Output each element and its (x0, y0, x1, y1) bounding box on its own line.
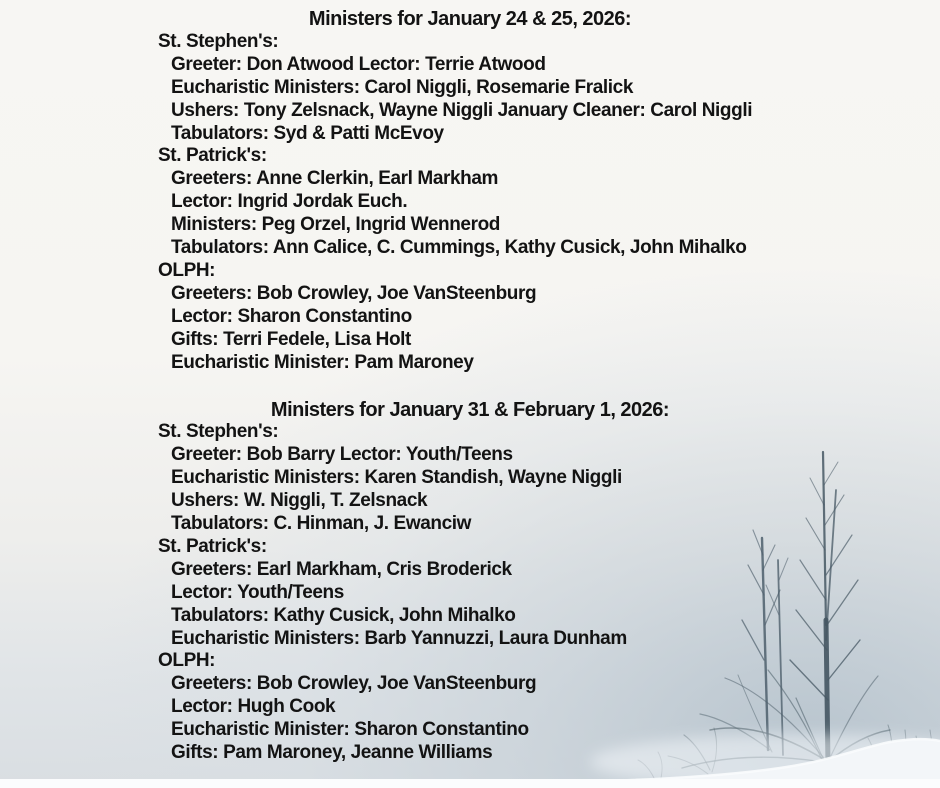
ministry-line: Ushers: Tony Zelsnack, Wayne Niggli January Cleaner: Carol Niggli (171, 99, 753, 121)
schedule-section-jan24-25 (0, 8, 940, 375)
ministry-line: Greeter: Bob Barry Lector: Youth/Teens (171, 444, 513, 466)
ministry-line: Greeter: Don Atwood Lector: Terrie Atwood (171, 53, 546, 75)
church-name: OLPH: (158, 259, 216, 281)
ministry-line: Greeters: Bob Crowley, Joe VanSteenburg (171, 673, 537, 695)
section-title: Ministers for January 31 & February 1, 2026: (270, 398, 670, 421)
schedule-section-jan31-feb1 (0, 399, 940, 766)
bottom-border (0, 779, 940, 788)
section-gap (0, 375, 940, 399)
ministry-line: Tabulators: Kathy Cusick, John Mihalko (171, 604, 516, 626)
ministry-line: Eucharistic Ministers: Karen Standish, Wayne Niggli (171, 467, 622, 489)
section-title: Ministers for January 24 & 25, 2026: (308, 8, 632, 30)
church-name: St. Stephen's: (158, 30, 279, 52)
ministry-line: Lector: Sharon Constantino (171, 305, 412, 327)
ministry-line: Greeters: Anne Clerkin, Earl Markham (171, 168, 499, 190)
church-name: St. Patrick's: (158, 145, 267, 167)
ministry-line: Eucharistic Ministers: Barb Yannuzzi, Laura Dunham (171, 627, 627, 649)
ministry-line: Gifts: Pam Maroney, Jeanne Williams (171, 742, 493, 764)
ministry-line: Eucharistic Minister: Sharon Constantino (171, 719, 529, 741)
ministry-line: Lector: Hugh Cook (171, 696, 336, 718)
ministry-line: Eucharistic Ministers: Carol Niggli, Rosemarie Fralick (171, 76, 634, 98)
ministry-line: Greeters: Bob Crowley, Joe VanSteenburg (171, 282, 537, 304)
ministry-line: Ushers: W. Niggli, T. Zelsnack (171, 490, 428, 512)
ministry-line: Lector: Youth/Teens (171, 581, 344, 603)
church-name: St. Stephen's: (158, 421, 279, 443)
church-name: OLPH: (158, 650, 216, 672)
ministry-line: Eucharistic Minister: Pam Maroney (171, 351, 474, 373)
ministry-line: Lector: Ingrid Jordak Euch. (171, 191, 408, 213)
ministry-line: Ministers: Peg Orzel, Ingrid Wennerod (171, 214, 501, 236)
ministry-line: Tabulators: Syd & Patti McEvoy (171, 122, 444, 144)
ministry-line: Tabulators: C. Hinman, J. Ewanciw (171, 513, 472, 535)
ministry-line: Tabulators: Ann Calice, C. Cummings, Kathy Cusick, John Mihalko (171, 237, 747, 259)
church-name: St. Patrick's: (158, 535, 267, 557)
ministry-line: Greeters: Earl Markham, Cris Broderick (171, 558, 512, 580)
ministry-line: Gifts: Terri Fedele, Lisa Holt (171, 328, 411, 350)
